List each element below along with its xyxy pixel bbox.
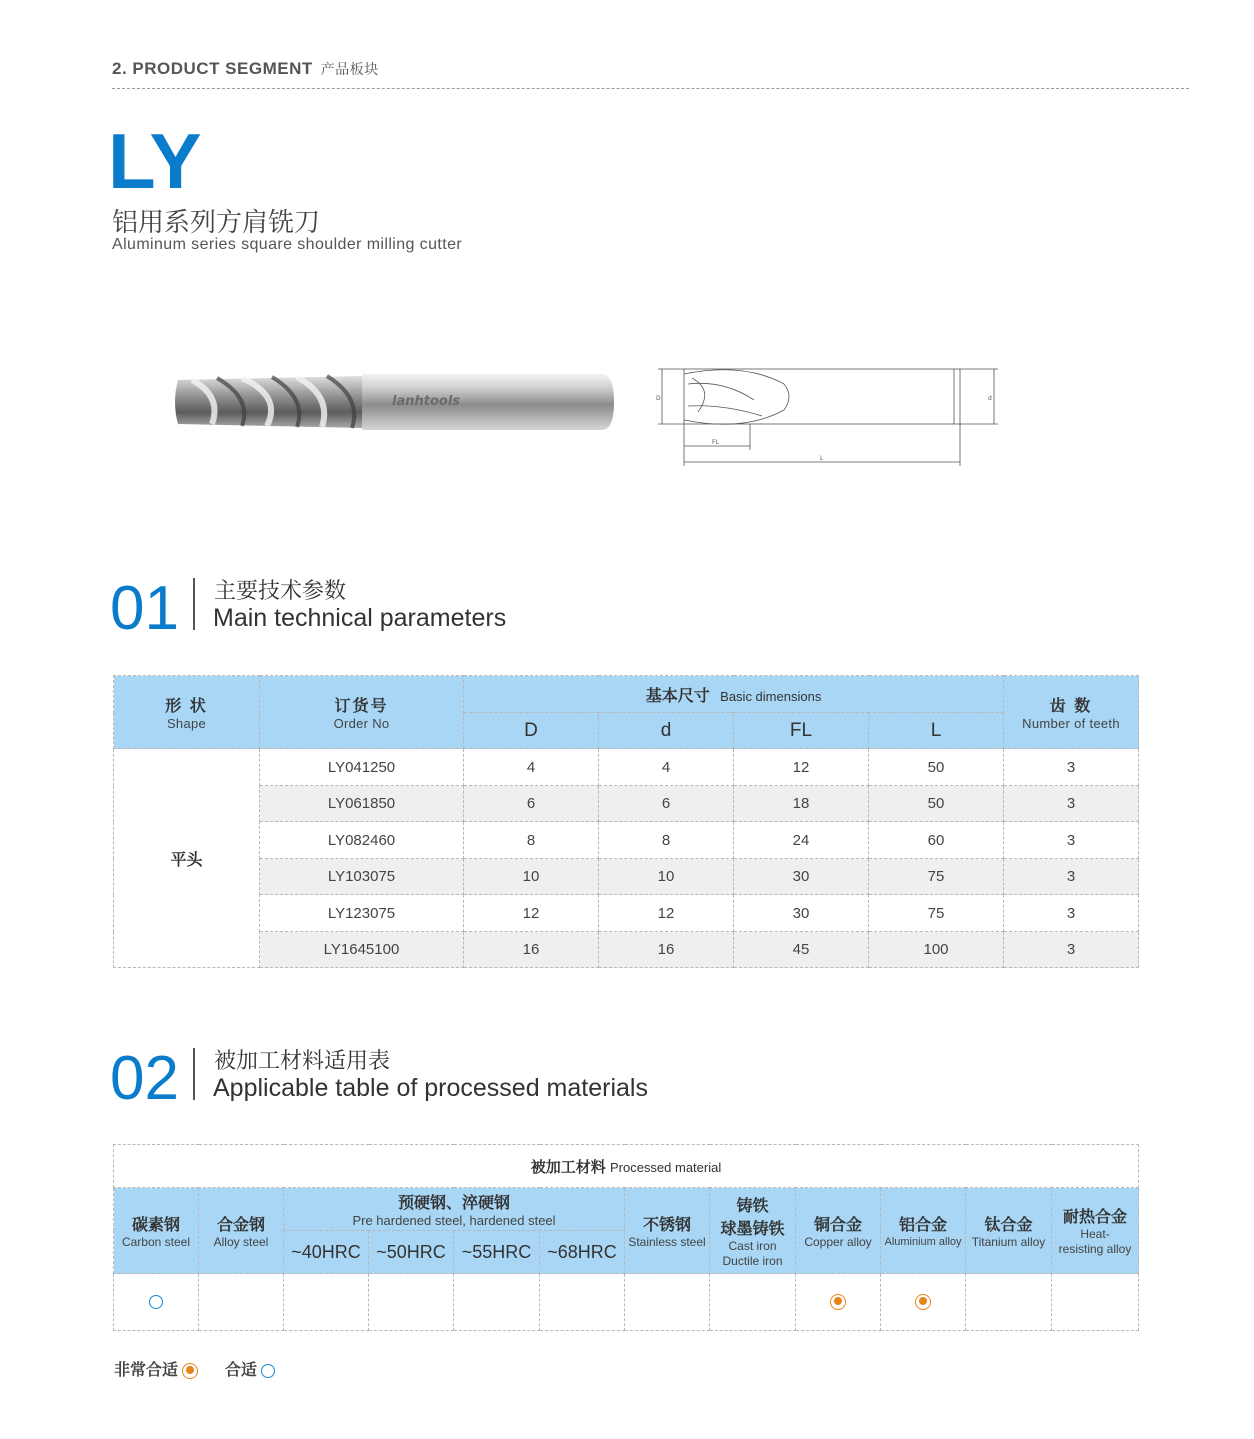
d-cell: 12 bbox=[599, 895, 734, 932]
parameters-table bbox=[113, 675, 1139, 968]
aluminium-alloy-header bbox=[881, 1188, 966, 1274]
product-code: LY bbox=[108, 117, 203, 205]
dim-D-label: D bbox=[656, 395, 661, 402]
cast-iron-cn: 铸铁 bbox=[736, 1197, 769, 1215]
segment-title bbox=[112, 59, 379, 79]
cast-iron-header bbox=[710, 1188, 796, 1274]
table-row bbox=[114, 932, 1139, 968]
stainless-steel-en: Stainless steel bbox=[628, 1234, 706, 1249]
order-cell: LY1645100 bbox=[260, 932, 464, 968]
very-suitable-icon bbox=[915, 1294, 931, 1310]
teeth-cell: 3 bbox=[1004, 932, 1139, 968]
hardened-steel-header bbox=[284, 1188, 625, 1231]
aluminium-alloy-en: Aluminium alloy bbox=[884, 1235, 962, 1248]
D-cell: 12 bbox=[464, 895, 599, 932]
header-divider bbox=[112, 88, 1189, 89]
product-name-en: Aluminum series square shoulder milling cutter bbox=[112, 236, 463, 253]
ductile-iron-cn: 球墨铸铁 bbox=[720, 1220, 785, 1238]
teeth-header bbox=[1004, 676, 1139, 749]
L-cell: 60 bbox=[869, 822, 1004, 859]
hrc-55-header: ~55HRC bbox=[454, 1231, 540, 1274]
open-circle-icon bbox=[261, 1364, 275, 1378]
carbon-steel-en: Carbon steel bbox=[121, 1234, 191, 1249]
dim-d-label: d bbox=[988, 395, 992, 402]
hrc-68-header: ~68HRC bbox=[540, 1231, 625, 1274]
shape-value: 平头 bbox=[114, 749, 260, 968]
order-cell: LY123075 bbox=[260, 895, 464, 932]
dimensions-header-cn: 基本尺寸 bbox=[645, 687, 710, 705]
legend-suitable bbox=[225, 1362, 275, 1379]
D-cell: 4 bbox=[464, 749, 599, 786]
dim-L-label: L bbox=[820, 455, 824, 462]
hardened-steel-cn: 预硬钢、淬硬钢 bbox=[397, 1195, 510, 1212]
segment-title-en: 2. PRODUCT SEGMENT bbox=[112, 59, 313, 78]
teeth-header-en: Number of teeth bbox=[1022, 716, 1120, 731]
suit-titanium-alloy bbox=[966, 1274, 1052, 1331]
table-row bbox=[114, 822, 1139, 859]
materials-title bbox=[114, 1145, 1139, 1188]
d-cell: 4 bbox=[599, 749, 734, 786]
section-01-divider bbox=[193, 578, 195, 630]
copper-alloy-cn: 铜合金 bbox=[813, 1216, 862, 1234]
FL-cell: 24 bbox=[734, 822, 869, 859]
order-cell: LY082460 bbox=[260, 822, 464, 859]
technical-drawing bbox=[654, 360, 1004, 470]
titanium-alloy-cn: 钛合金 bbox=[984, 1216, 1033, 1234]
cast-iron-en: Cast iron bbox=[728, 1238, 777, 1253]
heat-resisting-alloy-en-2: resisting alloy bbox=[1058, 1242, 1132, 1256]
stainless-steel-header bbox=[625, 1188, 710, 1274]
suit-cast-iron bbox=[710, 1274, 796, 1331]
L-cell: 75 bbox=[869, 859, 1004, 895]
d-cell: 6 bbox=[599, 786, 734, 822]
hrc-40-header: ~40HRC bbox=[284, 1231, 369, 1274]
section-02-title-en: Applicable table of processed materials bbox=[213, 1074, 648, 1102]
segment-title-cn: 产品板块 bbox=[320, 61, 379, 77]
aluminium-alloy-cn: 铝合金 bbox=[898, 1216, 947, 1234]
order-header bbox=[260, 676, 464, 749]
suitability-row bbox=[114, 1274, 1139, 1331]
FL-cell: 30 bbox=[734, 895, 869, 932]
D-cell: 10 bbox=[464, 859, 599, 895]
copper-alloy-header bbox=[796, 1188, 881, 1274]
shape-header-en: Shape bbox=[166, 716, 207, 731]
L-cell: 50 bbox=[869, 749, 1004, 786]
col-D-header: D bbox=[464, 713, 599, 749]
alloy-steel-cn: 合金钢 bbox=[216, 1216, 265, 1234]
order-cell: LY061850 bbox=[260, 786, 464, 822]
section-01-title-en: Main technical parameters bbox=[213, 604, 507, 632]
copper-alloy-en: Copper alloy bbox=[804, 1234, 872, 1249]
suit-heat-resisting-alloy bbox=[1052, 1274, 1139, 1331]
order-header-en: Order No bbox=[333, 716, 390, 731]
heat-resisting-alloy-cn: 耐热合金 bbox=[1063, 1209, 1128, 1226]
suit-hrc40 bbox=[284, 1274, 369, 1331]
table-row bbox=[114, 749, 1139, 786]
suit-stainless-steel bbox=[625, 1274, 710, 1331]
D-cell: 8 bbox=[464, 822, 599, 859]
dim-FL-label: FL bbox=[712, 439, 719, 446]
d-cell: 8 bbox=[599, 822, 734, 859]
col-FL-header: FL bbox=[734, 713, 869, 749]
L-cell: 100 bbox=[869, 932, 1004, 968]
carbon-steel-cn: 碳素钢 bbox=[131, 1216, 180, 1234]
shape-header bbox=[114, 676, 260, 749]
L-cell: 50 bbox=[869, 786, 1004, 822]
dimensions-header-en: Basic dimensions bbox=[720, 688, 822, 704]
D-cell: 6 bbox=[464, 786, 599, 822]
teeth-cell: 3 bbox=[1004, 786, 1139, 822]
carbon-steel-header bbox=[114, 1188, 199, 1274]
order-cell: LY103075 bbox=[260, 859, 464, 895]
L-cell: 75 bbox=[869, 895, 1004, 932]
heat-resisting-alloy-header bbox=[1052, 1188, 1139, 1274]
suit-copper-alloy bbox=[796, 1274, 881, 1331]
alloy-steel-en: Alloy steel bbox=[213, 1234, 269, 1249]
D-cell: 16 bbox=[464, 932, 599, 968]
d-cell: 16 bbox=[599, 932, 734, 968]
materials-title-en: Processed material bbox=[609, 1159, 722, 1175]
FL-cell: 18 bbox=[734, 786, 869, 822]
legend-very-suitable bbox=[114, 1362, 203, 1379]
titanium-alloy-header bbox=[966, 1188, 1052, 1274]
suit-alloy-steel bbox=[199, 1274, 284, 1331]
section-02-title-cn: 被加工材料适用表 bbox=[214, 1048, 391, 1073]
FL-cell: 12 bbox=[734, 749, 869, 786]
order-cell: LY041250 bbox=[260, 749, 464, 786]
hardened-steel-en: Pre hardened steel, hardened steel bbox=[352, 1213, 556, 1228]
alloy-steel-header bbox=[199, 1188, 284, 1274]
order-header-cn: 订货号 bbox=[334, 698, 389, 715]
materials-title-cn: 被加工材料 bbox=[530, 1158, 606, 1176]
table-row bbox=[114, 859, 1139, 895]
section-01-title-cn: 主要技术参数 bbox=[214, 578, 347, 603]
teeth-header-cn: 齿 数 bbox=[1049, 698, 1093, 715]
product-name-cn: 铝用系列方肩铣刀 bbox=[112, 207, 321, 237]
very-suitable-icon bbox=[830, 1294, 846, 1310]
legend bbox=[114, 1357, 297, 1380]
teeth-cell: 3 bbox=[1004, 895, 1139, 932]
section-01-number: 01 bbox=[110, 574, 179, 643]
suit-hrc68 bbox=[540, 1274, 625, 1331]
materials-table bbox=[113, 1144, 1139, 1331]
FL-cell: 45 bbox=[734, 932, 869, 968]
teeth-cell: 3 bbox=[1004, 822, 1139, 859]
col-L-header: L bbox=[869, 713, 1004, 749]
filled-circle-icon bbox=[182, 1363, 198, 1379]
heat-resisting-alloy-en-1: Heat- bbox=[1080, 1227, 1110, 1241]
d-cell: 10 bbox=[599, 859, 734, 895]
suit-carbon-steel bbox=[114, 1274, 199, 1331]
teeth-cell: 3 bbox=[1004, 859, 1139, 895]
brand-mark: lanhtools bbox=[392, 394, 461, 409]
suitable-icon bbox=[149, 1295, 163, 1309]
table-row bbox=[114, 895, 1139, 932]
suit-aluminium-alloy bbox=[881, 1274, 966, 1331]
legend-very-suitable-label: 非常合适 bbox=[114, 1362, 179, 1379]
stainless-steel-cn: 不锈钢 bbox=[642, 1216, 691, 1234]
ductile-iron-en: Ductile iron bbox=[722, 1253, 783, 1268]
dimensions-header bbox=[464, 676, 1004, 713]
teeth-cell: 3 bbox=[1004, 749, 1139, 786]
FL-cell: 30 bbox=[734, 859, 869, 895]
section-02-number: 02 bbox=[110, 1044, 179, 1113]
suit-hrc55 bbox=[454, 1274, 540, 1331]
col-d-header: d bbox=[599, 713, 734, 749]
shape-header-cn: 形 状 bbox=[165, 698, 208, 715]
titanium-alloy-en: Titanium alloy bbox=[971, 1234, 1046, 1249]
table-row bbox=[114, 786, 1139, 822]
end-mill-photo bbox=[172, 366, 616, 438]
section-02-divider bbox=[193, 1048, 195, 1100]
suit-hrc50 bbox=[369, 1274, 454, 1331]
hrc-50-header: ~50HRC bbox=[369, 1231, 454, 1274]
legend-suitable-label: 合适 bbox=[224, 1362, 257, 1379]
